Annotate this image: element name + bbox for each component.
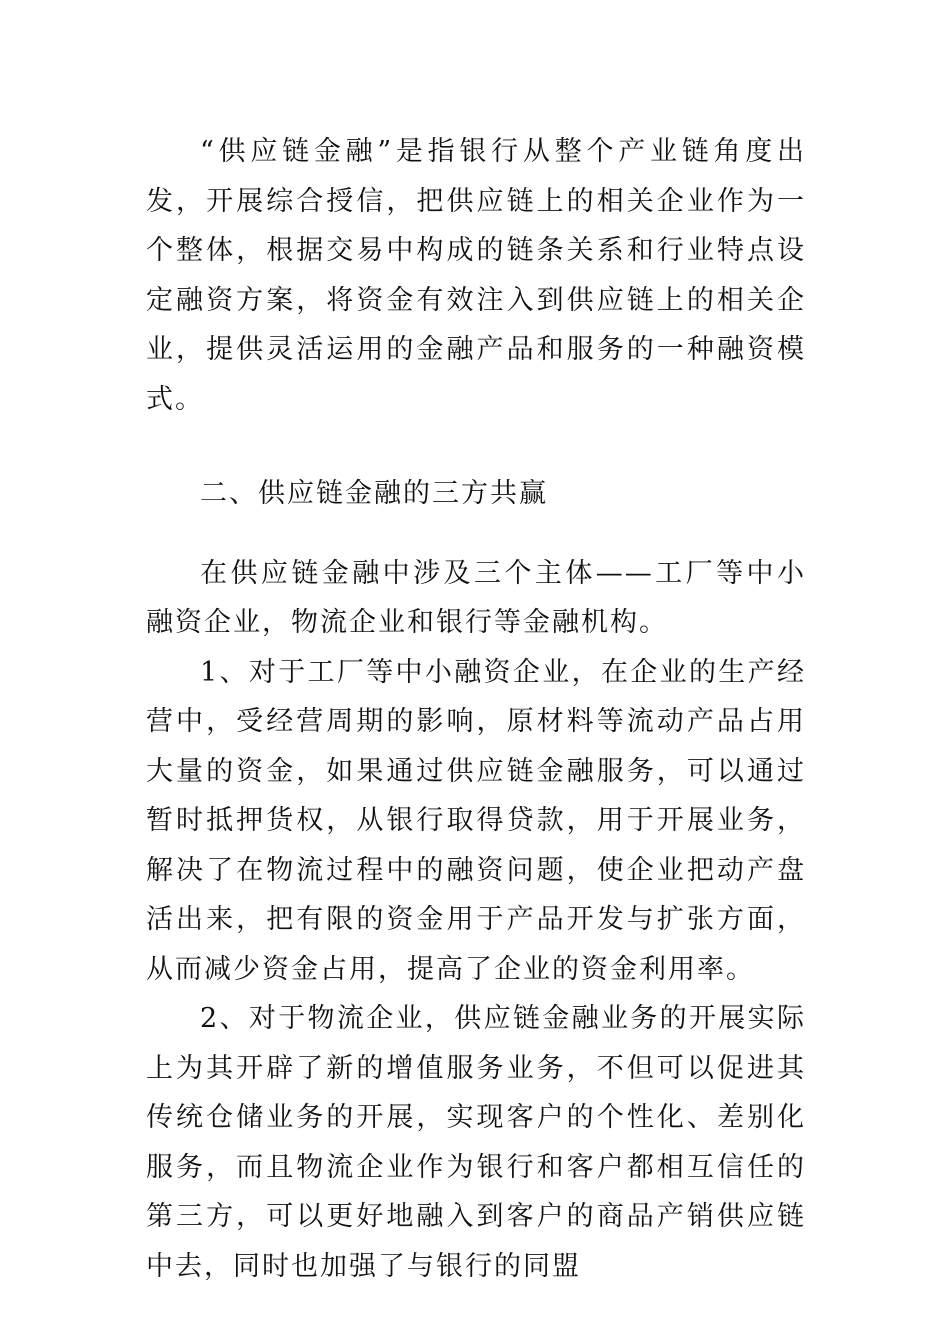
- document-body: [146, 127, 806, 1291]
- paragraph-point-1: 1、对于工厂等中小融资企业，在企业的生产经营中，受经营周期的影响，原材料等流动产品占用大量的资金，如果通过供应链金融服务，可以通过暂时抵押货权，从银行取得贷款，用于开展业务，解决了在物流过程中的融资问题，使企业把动产盘活出来，把有限的资金用于产品开发与扩张方面，从而减少资金占用，提高了企业的资金利用率。: [146, 656, 806, 985]
- section-heading: 二、供应链金融的三方共赢: [200, 478, 548, 509]
- paragraph-point-2: 2、对于物流企业，供应链金融业务的开展实际上为其开辟了新的增值服务业务，不但可以促进其传统仓储业务的开展，实现客户的个性化、差别化服务，而且物流企业作为银行和客户都相互信任的第三方，可以更好地融入到客户的商品产销供应链中去，同时也加强了与银行的同盟: [146, 1003, 806, 1282]
- paragraph-intro: 在供应链金融中涉及三个主体——工厂等中小融资企业，物流企业和银行等金融机构。: [146, 557, 806, 638]
- paragraph-definition: “供应链金融”是指银行从整个产业链角度出发，开展综合授信，把供应链上的相关企业作为一个整体，根据交易中构成的链条关系和行业特点设定融资方案，将资金有效注入到供应链上的相关企业，提供灵活运用的金融产品和服务的一种融资模式。: [146, 136, 806, 415]
